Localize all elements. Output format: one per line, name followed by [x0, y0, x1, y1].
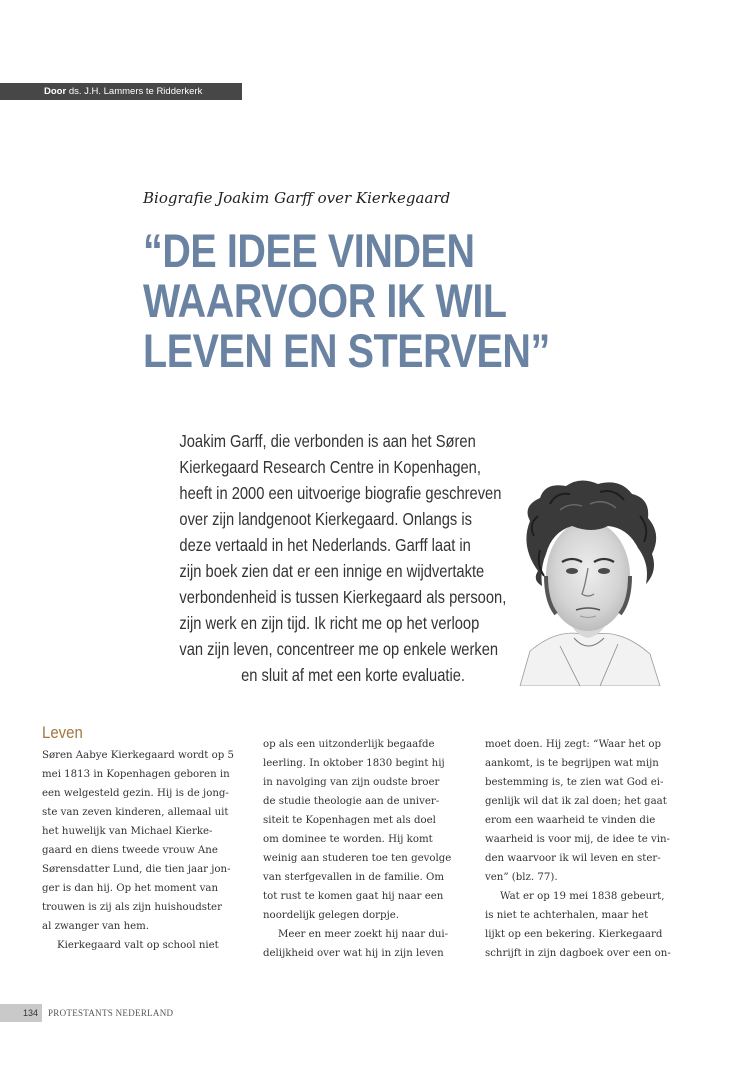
body-line: moet doen. Hij zegt: “Waar het op — [485, 739, 662, 750]
headline-line-1: “DE IDEE VINDEN — [143, 224, 475, 277]
intro-line: zijn boek zien dat er een innige en wijdvertakte — [179, 561, 485, 581]
body-line: is niet te achterhalen, maar het — [485, 910, 649, 921]
body-line: van sterfgevallen in de familie. Om — [263, 872, 444, 883]
intro-line: van zijn leven, concentreer me op enkele werken — [179, 639, 499, 659]
headline-line-2: WAARVOOR IK WIL — [143, 274, 507, 327]
body-line: schrijft in zijn dagboek over een on- — [485, 948, 671, 959]
body-line: aankomt, is te begrijpen wat mijn — [485, 758, 659, 769]
body-line: weinig aan studeren toe ten gevolge — [263, 853, 452, 864]
body-line: ven” (blz. 77). — [485, 872, 558, 883]
body-line: tot rust te komen gaat hij naar een — [263, 891, 444, 902]
body-line: trouwen is zij als zijn huishoudster — [42, 902, 222, 913]
section-heading: Leven — [42, 723, 83, 742]
kierkegaard-portrait — [500, 476, 675, 686]
intro-line: zijn werk en zijn tijd. Ik richt me op het verloop — [179, 613, 480, 633]
article-subtitle: Biografie Joakim Garff over Kierkegaard — [143, 189, 451, 207]
body-line: waarheid is voor mij, de idee te vin- — [485, 834, 670, 845]
body-line: om dominee te worden. Hij komt — [263, 834, 433, 845]
page-footer — [0, 1004, 173, 1022]
intro-line: over zijn landgenoot Kierkegaard. Onlangs is — [179, 509, 472, 529]
body-line: erom een waarheid te vinden die — [485, 815, 656, 826]
body-line: leerling. In oktober 1830 begint hij — [263, 758, 445, 769]
body-line: mei 1813 in Kopenhagen geboren in — [42, 769, 230, 780]
body-line: ste van zeven kinderen, allemaal uit — [42, 807, 229, 818]
intro-paragraph — [125, 428, 507, 688]
body-line: een welgesteld gezin. Hij is de jong- — [42, 788, 229, 799]
body-line: lijkt op een bekering. Kierkegaard — [485, 929, 663, 940]
body-line: den waarvoor ik wil leven en ster- — [485, 853, 661, 864]
body-line: de studie theologie aan de univer- — [263, 796, 440, 807]
intro-line: Kierkegaard Research Centre in Kopenhagen, — [179, 457, 481, 477]
body-line: in navolging van zijn oudste broer — [263, 777, 440, 788]
article-headline — [143, 226, 563, 376]
text-column-2 — [263, 735, 463, 963]
body-line: het huwelijk van Michael Kierke- — [42, 826, 213, 837]
intro-line: deze vertaald in het Nederlands. Garff laat in — [179, 535, 471, 555]
body-line: gaard en diens tweede vrouw Ane — [42, 845, 218, 856]
body-line: Søren Aabye Kierkegaard wordt op 5 — [42, 750, 235, 761]
body-line: Kierkegaard valt op school niet — [57, 940, 219, 951]
byline-label: Door — [44, 86, 67, 97]
byline-author: ds. J.H. Lammers te Ridderkerk — [68, 86, 203, 97]
intro-line: verbondenheid is tussen Kierkegaard als persoon, — [179, 587, 507, 607]
body-line: Sørensdatter Lund, die tien jaar jon- — [42, 864, 231, 875]
body-line: delijkheid over wat hij in zijn leven — [263, 948, 444, 959]
body-line: op als een uitzonderlijk begaafde — [263, 739, 435, 750]
text-column-1 — [42, 722, 242, 955]
page-number: 134 — [0, 1004, 42, 1022]
headline-line-3: LEVEN EN STERVEN” — [143, 324, 550, 377]
intro-line: en sluit af met een korte evaluatie. — [241, 665, 465, 685]
body-line: genlijk wil dat ik zal doen; het gaat — [485, 796, 667, 807]
body-line: ger is dan hij. Op het moment van — [42, 883, 219, 894]
body-line: noordelijk gelegen dorpje. — [263, 910, 399, 921]
byline-bar — [0, 83, 242, 100]
body-line: siteit te Kopenhagen met als doel — [263, 815, 436, 826]
body-line: al zwanger van hem. — [42, 921, 150, 932]
text-column-3 — [485, 735, 685, 963]
body-line: bestemming is, te zien wat God ei- — [485, 777, 664, 788]
intro-line: Joakim Garff, die verbonden is aan het Søren — [179, 431, 476, 451]
intro-line: heeft in 2000 een uitvoerige biografie geschreven — [179, 483, 502, 503]
body-line: Wat er op 19 mei 1838 gebeurt, — [500, 891, 665, 902]
body-line: Meer en meer zoekt hij naar dui- — [278, 929, 449, 940]
journal-name: PROTESTANTS NEDERLAND — [48, 1008, 174, 1018]
